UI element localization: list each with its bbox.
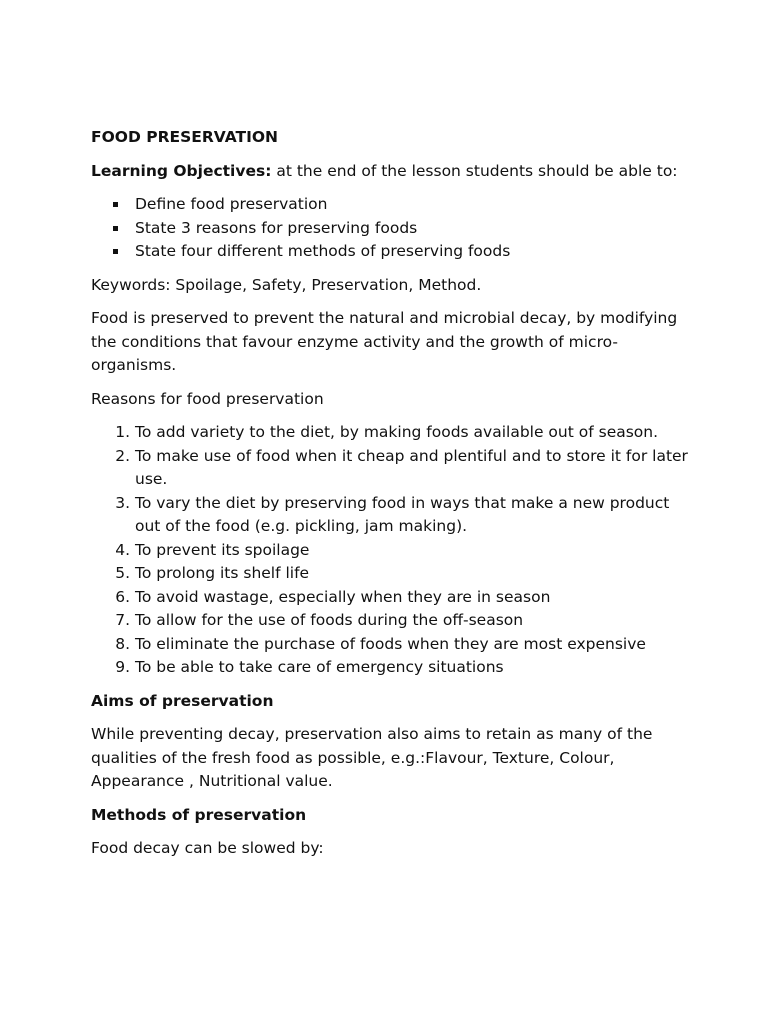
objective-text: State four different methods of preserving foods (135, 242, 511, 260)
aims-heading: Aims of preservation (91, 691, 274, 710)
objectives-list (91, 193, 691, 264)
reason-item: 8. To eliminate the purchase of foods when they are most expensive (135, 633, 691, 657)
learning-objectives-label: Learning Objectives: (91, 161, 272, 180)
document-title: FOOD PRESERVATION (91, 128, 278, 146)
reason-item: 9. To be able to take care of emergency situations (135, 656, 691, 680)
reason-item: 3. To vary the diet by preserving food in ways that make a new product out of the food (e.g. pickling, jam making). (135, 492, 691, 539)
reason-item: 1. To add variety to the diet, by making foods available out of season. (135, 421, 691, 445)
methods-paragraph: Food decay can be slowed by: (91, 839, 324, 857)
objective-item (113, 217, 691, 241)
reason-item: 7. To allow for the use of foods during the off-season (135, 609, 691, 633)
learning-objectives-text: at the end of the lesson students should be able to: (271, 161, 678, 180)
reason-item: 5. To prolong its shelf life (135, 562, 691, 586)
objective-text: Define food preservation (135, 195, 328, 213)
aims-paragraph: While preventing decay, preservation also aims to retain as many of the qualities of the fresh food as possible, e.g.:Flavour, Texture, Colour, Appearance , Nutritional value. (91, 725, 653, 790)
reasons-list (91, 421, 691, 680)
reason-item: 6. To avoid wastage, especially when they are in season (135, 586, 691, 610)
square-bullet-icon (113, 226, 118, 231)
objective-item (113, 193, 691, 217)
reason-item: 2. To make use of food when it cheap and plentiful and to store it for later use. (135, 445, 691, 492)
objective-text: State 3 reasons for preserving foods (135, 218, 418, 237)
square-bullet-icon (113, 249, 118, 254)
reasons-heading: Reasons for food preservation (91, 389, 324, 408)
reason-item: 4. To prevent its spoilage (135, 539, 691, 563)
objective-item (113, 240, 691, 264)
document-page (91, 126, 691, 871)
learning-objectives-paragraph (91, 160, 691, 184)
square-bullet-icon (113, 202, 118, 207)
keywords-paragraph: Keywords: Spoilage, Safety, Preservation, Method. (91, 275, 482, 294)
methods-heading: Methods of preservation (91, 805, 307, 824)
intro-paragraph: Food is preserved to prevent the natural and microbial decay, by modifying the conditions that favour enzyme activity and the growth of micro-organisms. (91, 309, 678, 374)
